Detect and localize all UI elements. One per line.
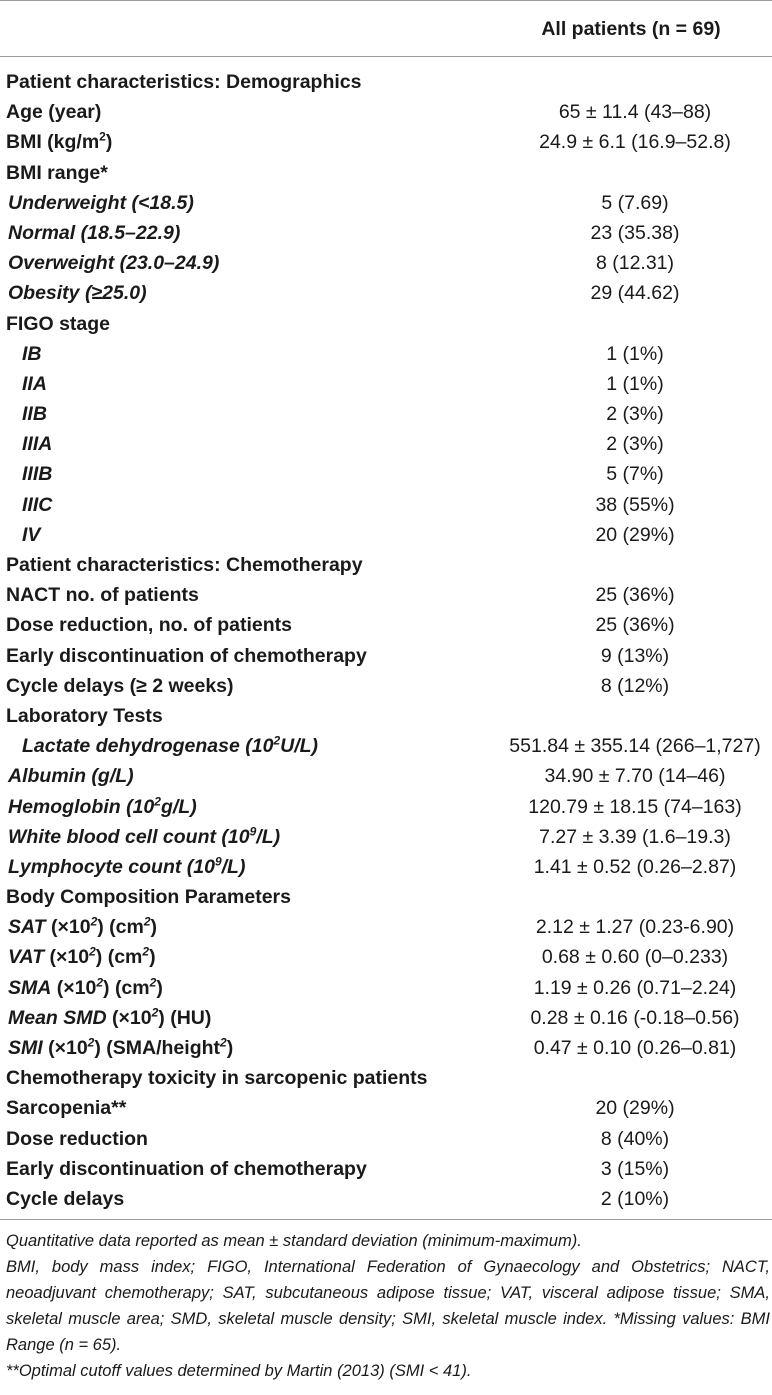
row-label: [6, 550, 363, 580]
row-label-suffix: ): [150, 916, 158, 939]
row-value: 7.27 ± 3.39 (1.6–19.3): [539, 825, 731, 848]
table-row: [0, 973, 772, 1003]
row-label: [8, 792, 197, 822]
section-header-row: [0, 309, 772, 339]
table-row: [0, 429, 772, 459]
row-label-text: IB: [22, 342, 42, 365]
row-value: 8 (12.31): [595, 252, 675, 275]
row-label: [6, 671, 234, 701]
row-label: [8, 942, 156, 972]
section-header-row: [0, 1063, 772, 1093]
row-label: [22, 520, 40, 550]
row-label: [22, 399, 47, 429]
footnote-quantitative: Quantitative data reported as mean ± standard deviation (minimum-maximum).: [6, 1232, 582, 1250]
table-top-rule: [0, 0, 772, 1]
row-label-unit: (×10: [44, 946, 90, 969]
table-row: [0, 1184, 772, 1214]
row-value: 8 (40%): [600, 1127, 670, 1150]
row-value: 34.90 ± 7.70 (14–46): [544, 765, 726, 788]
row-label-text: SMA: [8, 976, 52, 999]
row-value: 0.68 ± 0.60 (0–0.233): [541, 946, 729, 969]
row-value: 20 (29%): [595, 1097, 675, 1120]
row-label-suffix: ) (cm: [97, 916, 144, 939]
row-label: [6, 641, 367, 671]
table-row: [0, 1003, 772, 1033]
table-row: [0, 97, 772, 127]
table-row: [0, 912, 772, 942]
row-label: [8, 852, 245, 882]
row-label-text: Lactate dehydrogenase (10: [22, 735, 274, 758]
table-bottom-rule: [0, 1219, 772, 1220]
row-label-text: IIIB: [22, 463, 53, 486]
row-label: [6, 701, 163, 731]
row-label-superscript: 9: [214, 854, 222, 869]
table-row: [0, 188, 772, 218]
row-label-suffix: /L): [221, 855, 246, 878]
row-label: [8, 248, 219, 278]
row-label-unit: (×10: [51, 976, 97, 999]
table-row: [0, 610, 772, 640]
table-footnotes: [6, 1228, 770, 1384]
row-label-text: IV: [22, 523, 41, 546]
table-row: [0, 852, 772, 882]
table-row: [0, 278, 772, 308]
row-label-text: IIA: [22, 372, 47, 395]
table-row: [0, 339, 772, 369]
row-value: 20 (29%): [595, 523, 675, 546]
row-label-text: BMI (kg/m: [6, 131, 100, 154]
table-row: [0, 822, 772, 852]
row-label: [8, 822, 280, 852]
row-label: [6, 610, 292, 640]
header-rule: [0, 56, 772, 57]
row-label-suffix: /L): [256, 825, 281, 848]
table-row: [0, 218, 772, 248]
row-label: [6, 67, 361, 97]
row-value: 1.41 ± 0.52 (0.26–2.87): [533, 855, 737, 878]
row-value: 2 (3%): [606, 403, 664, 426]
row-label-suffix: g/L): [160, 795, 197, 818]
row-value: 8 (12%): [600, 674, 670, 697]
table-row: [0, 520, 772, 550]
row-label-text: Age (year): [6, 101, 102, 124]
row-label-text: Chemotherapy toxicity in sarcopenic patients: [6, 1067, 428, 1090]
row-label-text: IIIA: [22, 433, 53, 456]
footnote-abbreviations: BMI, body mass index; FIGO, International Federation of Gynaecology and Obstetrics; NACT, neoadjuvant chemotherapy; SAT, subcutaneous adipose tissue; VAT, visceral adipose tissue; SMA, skeletal muscle area; SMD, skeletal muscle density; SMI, skeletal muscle index. *Missing values: BMI Range (n = 65).: [6, 1258, 770, 1354]
row-label-suffix: ) (cm: [103, 976, 150, 999]
row-label-superscript: 2: [143, 914, 151, 929]
table-row: [0, 1124, 772, 1154]
section-header-row: [0, 158, 772, 188]
row-label-superscript: 2: [99, 129, 106, 144]
row-label-text: BMI range*: [6, 161, 108, 184]
row-label: [22, 429, 52, 459]
row-label-superscript: 2: [151, 1005, 159, 1020]
row-label: [8, 912, 157, 942]
row-value: 25 (36%): [595, 584, 675, 607]
row-label: [6, 158, 108, 188]
row-label-suffix: ): [149, 946, 156, 969]
row-label-text: Obesity (≥25.0): [8, 282, 147, 305]
row-label: [8, 278, 147, 308]
row-label-superscript: 2: [142, 944, 150, 959]
row-label-suffix: ): [105, 131, 113, 154]
table-row: [0, 459, 772, 489]
row-label-text: NACT no. of patients: [6, 584, 199, 607]
row-label-superscript: 2: [154, 794, 161, 808]
row-label-unit: (×10: [42, 1037, 88, 1059]
row-label-suffix: ): [156, 976, 163, 999]
row-label-suffix: ) (cm: [95, 946, 143, 969]
row-value: 24.9 ± 6.1 (16.9–52.8): [539, 131, 731, 154]
row-value: 0.28 ± 0.16 (-0.18–0.56): [530, 1006, 740, 1029]
row-value: 120.79 ± 18.15 (74–163): [528, 795, 742, 818]
row-label-text: Early discontinuation of chemotherapy: [6, 644, 367, 667]
row-label-superscript: 2: [149, 975, 157, 990]
row-label: [22, 731, 318, 761]
row-value: 5 (7.69): [601, 191, 669, 214]
row-label-text: Sarcopenia**: [6, 1097, 127, 1120]
row-label-superscript: 2: [90, 914, 98, 929]
row-label: [6, 580, 199, 610]
row-label: [22, 339, 42, 369]
row-label: [22, 490, 52, 520]
row-value: 1.19 ± 0.26 (0.71–2.24): [533, 976, 737, 999]
table-row: [0, 792, 772, 822]
table-row: [0, 1154, 772, 1184]
row-label-text: White blood cell count (10: [8, 825, 250, 848]
table-row: [0, 248, 772, 278]
row-label: [6, 97, 101, 127]
row-label: [6, 127, 112, 157]
row-value: 0.47 ± 0.10 (0.26–0.81): [533, 1037, 737, 1059]
row-label-suffix: U/L): [280, 735, 319, 758]
row-value: 29 (44.62): [590, 282, 680, 305]
row-label-superscript: 2: [89, 944, 96, 959]
row-label: [8, 761, 134, 791]
row-label-text: FIGO stage: [6, 312, 111, 335]
row-label-text: Hemoglobin (10: [8, 795, 155, 818]
row-label-text: Albumin (g/L): [8, 765, 134, 788]
row-value: 23 (35.38): [590, 221, 680, 244]
row-label-superscript: 2: [220, 1035, 227, 1050]
row-label-text: Cycle delays (≥ 2 weeks): [6, 674, 234, 697]
section-header-row: [0, 701, 772, 731]
row-value: 3 (15%): [600, 1157, 670, 1180]
row-label-text: Cycle delays: [6, 1187, 125, 1210]
row-label: [22, 459, 52, 489]
row-label-text: Dose reduction: [6, 1127, 148, 1150]
row-label: [8, 188, 194, 218]
row-label-text: VAT: [8, 946, 45, 969]
row-label-text: Patient characteristics: Chemotherapy: [6, 554, 363, 576]
table-row: [0, 761, 772, 791]
row-value: 1 (1%): [606, 342, 664, 365]
row-label-text: Laboratory Tests: [6, 704, 163, 727]
row-label-unit: (×10: [45, 916, 91, 939]
row-label: [8, 1003, 211, 1033]
row-label: [6, 1124, 148, 1154]
footnote-cutoff: **Optimal cutoff values determined by Martin (2013) (SMI < 41).: [6, 1362, 472, 1380]
table-body: [0, 67, 772, 1214]
row-value: 65 ± 11.4 (43–88): [558, 101, 712, 124]
row-value: 551.84 ± 355.14 (266–1,727): [509, 735, 761, 758]
row-label-text: Normal (18.5–22.9): [8, 221, 181, 244]
row-value: 2 (3%): [606, 433, 664, 456]
table-row: [0, 731, 772, 761]
row-label-suffix: ): [226, 1037, 234, 1059]
row-label-text: Lymphocyte count (10: [8, 855, 215, 878]
row-label-unit: (×10: [106, 1006, 152, 1029]
row-label-superscript: 2: [273, 733, 281, 748]
row-value: 9 (13%): [600, 644, 670, 667]
row-label-suffix: ) (HU): [158, 1006, 212, 1029]
row-label-superscript: 9: [249, 824, 257, 839]
table-row: [0, 490, 772, 520]
row-label-text: IIIC: [22, 493, 53, 516]
row-value: 38 (55%): [595, 493, 675, 516]
row-label: [6, 1063, 428, 1093]
table-row: [0, 399, 772, 429]
row-label-text: SMI: [8, 1037, 43, 1059]
row-label-text: Early discontinuation of chemotherapy: [6, 1157, 367, 1180]
row-value: 25 (36%): [595, 614, 675, 637]
row-label: [6, 882, 291, 912]
row-label: [6, 309, 110, 339]
row-label: [8, 218, 180, 248]
row-label-text: IIB: [22, 403, 47, 426]
section-header-row: [0, 882, 772, 912]
row-label: [8, 1033, 233, 1063]
row-label-superscript: 2: [96, 975, 104, 990]
table-row: [0, 1093, 772, 1123]
row-label: [22, 369, 47, 399]
table-row: [0, 369, 772, 399]
row-label-suffix: ) (SMA/height: [94, 1037, 221, 1059]
row-label-text: Body Composition Parameters: [6, 886, 291, 909]
table-row: [0, 671, 772, 701]
row-value: 2 (10%): [600, 1187, 670, 1210]
row-label: [6, 1093, 126, 1123]
row-label: [6, 1184, 124, 1214]
row-label-text: Patient characteristics: Demographics: [6, 71, 362, 93]
row-value: 1 (1%): [606, 372, 664, 395]
column-header: All patients (n = 69): [541, 18, 721, 40]
row-label-text: Overweight (23.0–24.9): [8, 252, 220, 275]
table-row: [0, 1033, 772, 1063]
table-row: [0, 127, 772, 157]
row-label: [8, 973, 163, 1003]
row-label-text: Dose reduction, no. of patients: [6, 614, 293, 637]
section-header-row: [0, 67, 772, 97]
table-row: [0, 942, 772, 972]
row-label-text: SAT: [8, 916, 46, 939]
row-label-text: Mean SMD: [8, 1006, 107, 1029]
row-label-superscript: 2: [87, 1035, 95, 1050]
row-label-text: Underweight (<18.5): [8, 191, 194, 214]
row-value: 5 (7%): [606, 463, 664, 486]
row-label: [6, 1154, 367, 1184]
row-value: 2.12 ± 1.27 (0.23-6.90): [535, 916, 735, 939]
section-header-row: [0, 550, 772, 580]
table-row: [0, 580, 772, 610]
table-row: [0, 641, 772, 671]
